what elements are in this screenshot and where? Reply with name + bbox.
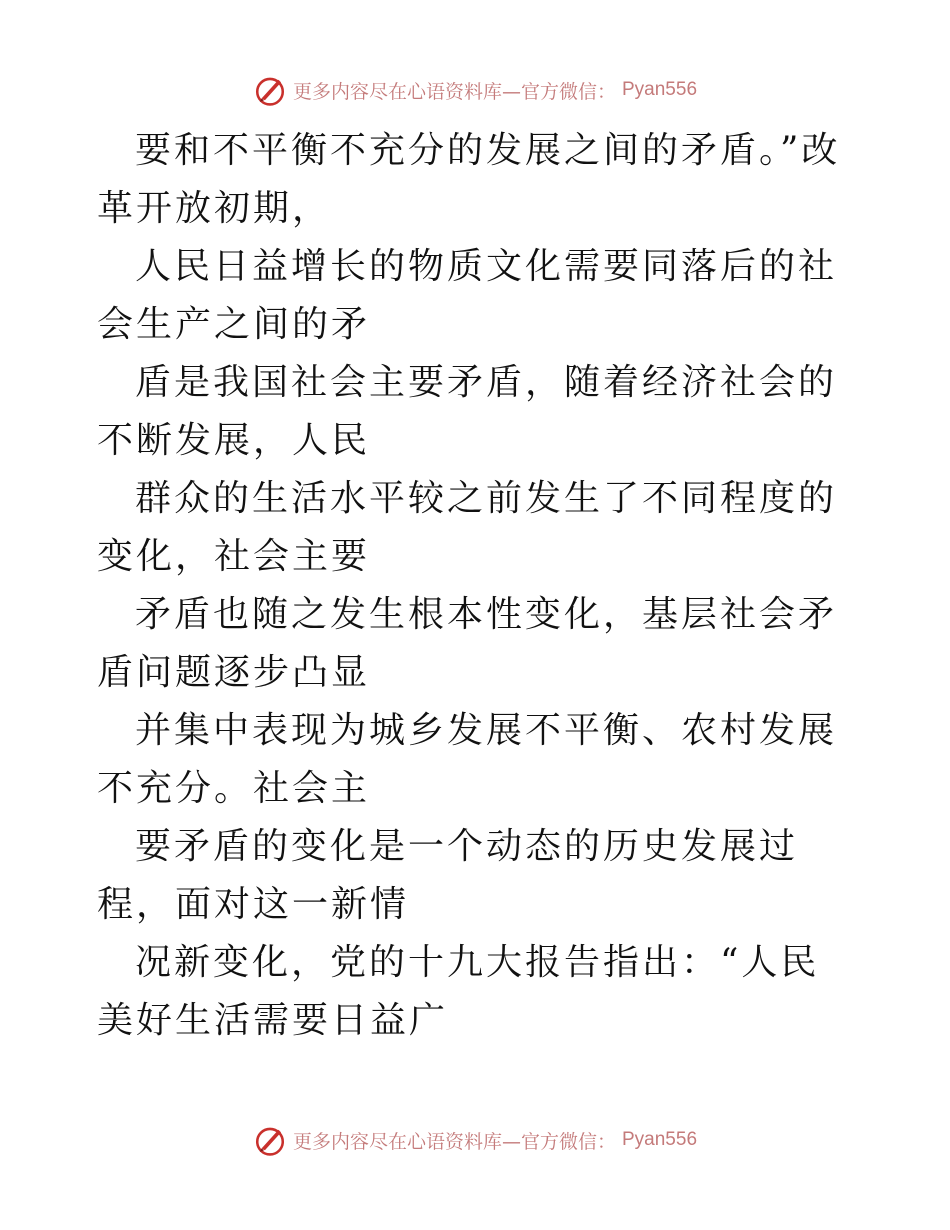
paragraph: 并集中表现为城乡发展不平衡、农村发展不充分。社会主	[97, 710, 838, 809]
watermark-wechat-id: Pyan556	[622, 1129, 698, 1150]
header-watermark	[0, 70, 950, 110]
watermark-text: 更多内容尽在心语资料库—官方微信：	[292, 1130, 616, 1153]
footer-watermark	[0, 1120, 950, 1160]
quill-logo-icon	[253, 73, 287, 107]
watermark-text: 更多内容尽在心语资料库—官方微信：	[292, 80, 616, 103]
paragraph: 矛盾也随之发生根本性变化，基层社会矛盾问题逐步凸显	[97, 594, 838, 693]
quill-logo-icon	[253, 1123, 287, 1157]
document-body	[97, 122, 857, 1050]
watermark-wechat-id: Pyan556	[622, 79, 698, 100]
paragraph: 要和不平衡不充分的发展之间的矛盾。”改革开放初期，	[97, 130, 841, 229]
paragraph: 要矛盾的变化是一个动态的历史发展过程，面对这一新情	[97, 826, 799, 925]
paragraph: 况新变化，党的十九大报告指出：“人民美好生活需要日益广	[97, 942, 820, 1041]
paragraph: 群众的生活水平较之前发生了不同程度的变化，社会主要	[97, 478, 838, 577]
paragraph: 人民日益增长的物质文化需要同落后的社会生产之间的矛	[97, 246, 838, 345]
paragraph: 盾是我国社会主要矛盾，随着经济社会的不断发展，人民	[97, 362, 838, 461]
